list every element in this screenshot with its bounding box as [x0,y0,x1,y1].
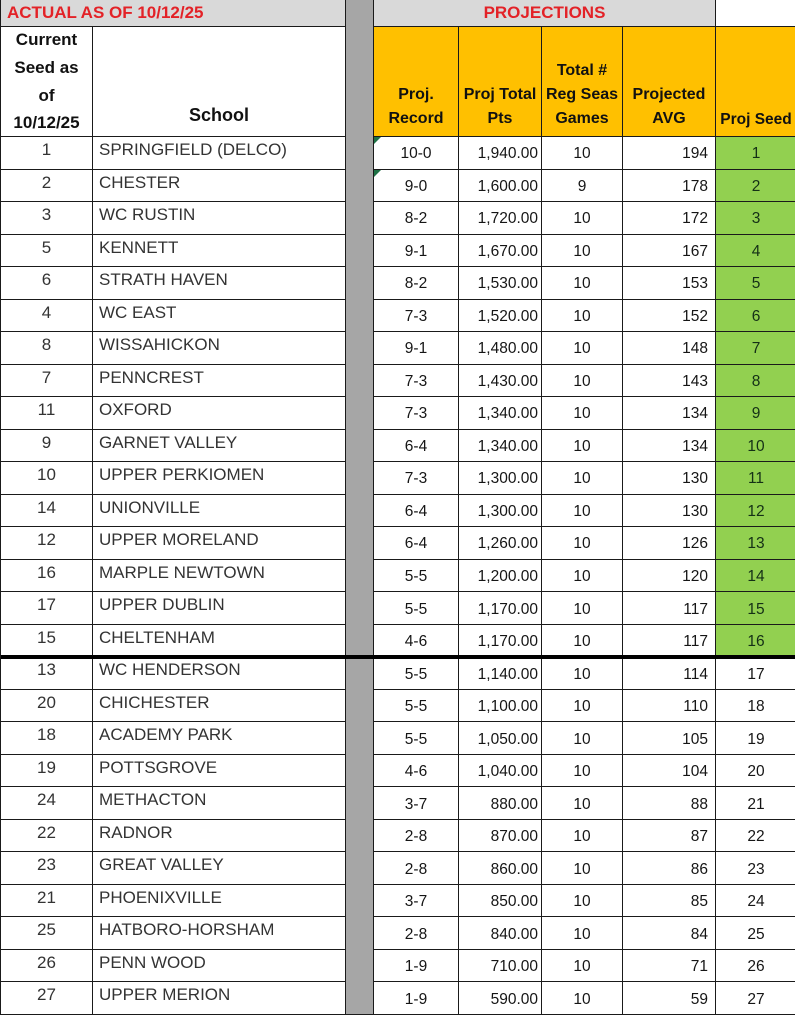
cell-school[interactable]: UPPER MERION [93,982,346,1015]
cell-total-games[interactable]: 10 [542,592,623,625]
cell-current-seed[interactable]: 18 [1,722,93,755]
cell-current-seed[interactable]: 16 [1,560,93,593]
cell-proj-total-pts[interactable]: 1,170.00 [459,592,542,625]
cell-projected-avg[interactable]: 130 [623,495,716,528]
cell-total-games[interactable]: 10 [542,625,623,658]
cell-current-seed[interactable]: 1 [1,137,93,170]
cell-proj-seed[interactable]: 18 [716,690,795,723]
cell-total-games[interactable]: 10 [542,560,623,593]
cell-school[interactable]: CHELTENHAM [93,625,346,658]
cell-school[interactable]: CHESTER [93,170,346,203]
cell-total-games[interactable]: 10 [542,852,623,885]
cell-school[interactable]: UPPER DUBLIN [93,592,346,625]
cell-proj-record[interactable] [374,722,459,755]
cell-school[interactable]: WC RUSTIN [93,202,346,235]
banner-corner-cell[interactable] [716,0,795,27]
cell-projected-avg[interactable]: 120 [623,560,716,593]
cell-proj-seed[interactable]: 21 [716,787,795,820]
header-line: of [38,85,55,105]
proj-record-value: 9-0 [404,177,428,195]
cell-total-games[interactable]: 10 [542,787,623,820]
cell-proj-record[interactable] [374,495,459,528]
cell-proj-record[interactable] [374,950,459,983]
cell-proj-seed[interactable]: 24 [716,885,795,918]
cell-total-games[interactable]: 10 [542,690,623,723]
proj-record-value: 10-0 [400,145,432,163]
cell-proj-total-pts[interactable]: 1,170.00 [459,625,542,658]
cell-projected-avg[interactable]: 134 [623,430,716,463]
cell-proj-seed[interactable]: 7 [716,332,795,365]
cell-proj-seed[interactable]: 1 [716,137,795,170]
cell-proj-record[interactable] [374,885,459,918]
cell-projected-avg[interactable]: 85 [623,885,716,918]
cell-proj-record[interactable] [374,137,459,170]
cell-total-games[interactable]: 9 [542,170,623,203]
cell-school[interactable]: METHACTON [93,787,346,820]
cell-current-seed[interactable]: 5 [1,235,93,268]
proj-record-value: 5-5 [404,698,428,716]
cell-current-seed[interactable]: 11 [1,397,93,430]
cell-current-seed[interactable]: 22 [1,820,93,853]
cell-proj-record[interactable] [374,755,459,788]
proj-record-value: 6-4 [404,502,428,520]
cell-school[interactable]: SPRINGFIELD (DELCO) [93,137,346,170]
cell-proj-record[interactable] [374,332,459,365]
proj-record-value: 2-8 [404,828,428,846]
cell-total-games[interactable]: 10 [542,657,623,690]
cell-proj-total-pts[interactable]: 1,480.00 [459,332,542,365]
cell-projected-avg[interactable]: 130 [623,462,716,495]
cell-proj-seed[interactable]: 6 [716,300,795,333]
cell-current-seed[interactable]: 26 [1,950,93,983]
cell-projected-avg[interactable]: 110 [623,690,716,723]
cell-proj-seed[interactable]: 11 [716,462,795,495]
cell-total-games[interactable]: 10 [542,495,623,528]
cell-proj-total-pts[interactable]: 840.00 [459,917,542,950]
cell-current-seed[interactable]: 23 [1,852,93,885]
cell-current-seed[interactable]: 15 [1,625,93,658]
cell-proj-total-pts[interactable]: 870.00 [459,820,542,853]
cell-school[interactable]: PENN WOOD [93,950,346,983]
cell-current-seed[interactable]: 10 [1,462,93,495]
proj-record-value: 6-4 [404,437,428,455]
cell-school[interactable]: POTTSGROVE [93,755,346,788]
cell-proj-total-pts[interactable]: 1,050.00 [459,722,542,755]
header-line: Proj. [398,86,434,103]
cell-proj-record[interactable] [374,560,459,593]
cell-projected-avg[interactable]: 194 [623,137,716,170]
cell-projected-avg[interactable]: 143 [623,365,716,398]
proj-record-value: 7-3 [404,405,428,423]
cell-projected-avg[interactable]: 134 [623,397,716,430]
cell-school[interactable]: WC HENDERSON [93,657,346,690]
header-line: Proj Seed [720,110,792,128]
proj-record-value: 5-5 [404,730,428,748]
cell-total-games[interactable]: 10 [542,820,623,853]
cell-projected-avg[interactable]: 172 [623,202,716,235]
cell-proj-record[interactable] [374,397,459,430]
proj-record-value: 5-5 [404,665,428,683]
cell-proj-seed[interactable]: 16 [716,625,795,658]
header-proj-record[interactable] [374,27,459,137]
cell-school[interactable]: UPPER MORELAND [93,527,346,560]
cell-current-seed[interactable]: 9 [1,430,93,463]
cell-proj-total-pts[interactable]: 860.00 [459,852,542,885]
header-projected-avg[interactable] [623,27,716,137]
cell-projected-avg[interactable]: 148 [623,332,716,365]
cell-current-seed[interactable]: 2 [1,170,93,203]
cell-total-games[interactable]: 10 [542,917,623,950]
projections-banner[interactable]: PROJECTIONS [374,0,716,27]
cell-proj-total-pts[interactable]: 1,340.00 [459,430,542,463]
cell-school[interactable]: PHOENIXVILLE [93,885,346,918]
cell-proj-seed[interactable]: 13 [716,527,795,560]
cell-projected-avg[interactable]: 114 [623,657,716,690]
cell-proj-total-pts[interactable]: 1,670.00 [459,235,542,268]
cell-proj-record[interactable] [374,657,459,690]
cell-school[interactable]: STRATH HAVEN [93,267,346,300]
cell-total-games[interactable]: 10 [542,365,623,398]
proj-record-value: 4-6 [404,633,428,651]
cell-proj-seed[interactable]: 3 [716,202,795,235]
cell-current-seed[interactable]: 3 [1,202,93,235]
cell-proj-total-pts[interactable]: 1,530.00 [459,267,542,300]
cell-proj-seed[interactable]: 27 [716,982,795,1015]
cell-proj-record[interactable] [374,462,459,495]
cell-proj-seed[interactable]: 17 [716,657,795,690]
cell-proj-seed[interactable]: 23 [716,852,795,885]
cell-proj-record[interactable] [374,592,459,625]
cell-total-games[interactable]: 10 [542,722,623,755]
proj-record-value: 5-5 [404,600,428,618]
cell-current-seed[interactable]: 13 [1,657,93,690]
cell-total-games[interactable]: 10 [542,885,623,918]
cell-total-games[interactable]: 10 [542,332,623,365]
cell-projected-avg[interactable]: 87 [623,820,716,853]
cell-proj-record[interactable] [374,170,459,203]
note-triangle-icon [374,137,381,144]
actual-banner[interactable]: ACTUAL AS OF 10/12/25 [1,0,346,27]
note-triangle-icon [374,170,381,177]
cell-current-seed[interactable]: 12 [1,527,93,560]
header-proj-total-pts[interactable] [459,27,542,137]
cell-school[interactable]: HATBORO-HORSHAM [93,917,346,950]
cell-proj-total-pts[interactable]: 1,040.00 [459,755,542,788]
cell-projected-avg[interactable]: 178 [623,170,716,203]
cell-proj-record[interactable] [374,917,459,950]
proj-record-value: 7-3 [404,307,428,325]
proj-record-value: 5-5 [404,567,428,585]
cell-proj-record[interactable] [374,527,459,560]
header-school[interactable] [93,27,346,137]
cell-current-seed[interactable]: 21 [1,885,93,918]
cell-projected-avg[interactable]: 59 [623,982,716,1015]
header-line: 10/12/25 [13,113,80,133]
cell-proj-record[interactable] [374,787,459,820]
header-line: Games [555,110,609,127]
cell-proj-seed[interactable]: 26 [716,950,795,983]
proj-record-value: 3-7 [404,795,428,813]
cell-proj-total-pts[interactable]: 1,940.00 [459,137,542,170]
cell-proj-total-pts[interactable]: 1,720.00 [459,202,542,235]
cell-total-games[interactable]: 10 [542,462,623,495]
cell-proj-total-pts[interactable]: 1,100.00 [459,690,542,723]
cell-proj-total-pts[interactable]: 590.00 [459,982,542,1015]
cell-school[interactable]: KENNETT [93,235,346,268]
cell-proj-total-pts[interactable]: 1,600.00 [459,170,542,203]
cell-current-seed[interactable]: 7 [1,365,93,398]
cell-proj-record[interactable] [374,430,459,463]
cell-proj-seed[interactable]: 2 [716,170,795,203]
cell-proj-total-pts[interactable]: 880.00 [459,787,542,820]
cell-proj-seed[interactable]: 12 [716,495,795,528]
cell-proj-seed[interactable]: 9 [716,397,795,430]
cell-proj-seed[interactable]: 20 [716,755,795,788]
cell-proj-record[interactable] [374,267,459,300]
cell-current-seed[interactable]: 17 [1,592,93,625]
proj-record-value: 3-7 [404,893,428,911]
header-line: Record [388,110,444,127]
cell-current-seed[interactable]: 8 [1,332,93,365]
cell-projected-avg[interactable]: 167 [623,235,716,268]
proj-record-value: 8-2 [404,210,428,228]
cell-total-games[interactable]: 10 [542,267,623,300]
header-proj-seed[interactable] [716,27,795,137]
proj-record-value: 6-4 [404,535,428,553]
proj-record-value: 7-3 [404,470,428,488]
cell-proj-record[interactable] [374,982,459,1015]
cell-projected-avg[interactable]: 84 [623,917,716,950]
cell-school[interactable]: CHICHESTER [93,690,346,723]
cell-proj-seed[interactable]: 19 [716,722,795,755]
cell-proj-total-pts[interactable]: 850.00 [459,885,542,918]
cell-current-seed[interactable]: 19 [1,755,93,788]
cell-proj-total-pts[interactable]: 710.00 [459,950,542,983]
cell-proj-record[interactable] [374,365,459,398]
cell-proj-total-pts[interactable]: 1,300.00 [459,462,542,495]
cell-proj-total-pts[interactable]: 1,520.00 [459,300,542,333]
cell-total-games[interactable]: 10 [542,300,623,333]
cell-proj-total-pts[interactable]: 1,340.00 [459,397,542,430]
header-line: Proj Total [463,86,537,103]
cell-proj-seed[interactable]: 15 [716,592,795,625]
cell-proj-total-pts[interactable]: 1,260.00 [459,527,542,560]
cell-projected-avg[interactable]: 104 [623,755,716,788]
header-total-games[interactable] [542,27,623,137]
cell-proj-record[interactable] [374,300,459,333]
cell-school[interactable]: MARPLE NEWTOWN [93,560,346,593]
cell-projected-avg[interactable]: 117 [623,592,716,625]
cell-current-seed[interactable]: 4 [1,300,93,333]
cell-school[interactable]: UPPER PERKIOMEN [93,462,346,495]
cell-proj-total-pts[interactable]: 1,430.00 [459,365,542,398]
proj-record-value: 9-1 [404,340,428,358]
cell-proj-total-pts[interactable]: 1,300.00 [459,495,542,528]
proj-record-value: 7-3 [404,372,428,390]
cell-total-games[interactable]: 10 [542,202,623,235]
cell-school[interactable]: GARNET VALLEY [93,430,346,463]
cell-proj-seed[interactable]: 8 [716,365,795,398]
cell-proj-record[interactable] [374,690,459,723]
cell-projected-avg[interactable]: 86 [623,852,716,885]
cell-school[interactable]: WC EAST [93,300,346,333]
cell-projected-avg[interactable]: 71 [623,950,716,983]
header-line: Reg Seas [545,86,619,103]
proj-record-value: 2-8 [404,925,428,943]
cell-school[interactable]: OXFORD [93,397,346,430]
header-line: Current [15,30,78,50]
cell-school[interactable]: PENNCREST [93,365,346,398]
cell-proj-seed[interactable]: 14 [716,560,795,593]
header-line: Total # [556,62,608,79]
header-line: Seed as [14,57,79,77]
cell-projected-avg[interactable]: 105 [623,722,716,755]
cell-total-games[interactable]: 10 [542,235,623,268]
header-line: Projected [632,86,706,103]
cell-current-seed[interactable]: 20 [1,690,93,723]
cell-current-seed[interactable]: 6 [1,267,93,300]
cell-total-games[interactable]: 10 [542,430,623,463]
cell-proj-record[interactable] [374,852,459,885]
proj-record-value: 4-6 [404,763,428,781]
header-line: School [188,105,249,125]
cell-proj-record[interactable] [374,625,459,658]
cell-current-seed[interactable]: 25 [1,917,93,950]
cell-school[interactable]: UNIONVILLE [93,495,346,528]
cell-proj-seed[interactable]: 4 [716,235,795,268]
cell-projected-avg[interactable]: 88 [623,787,716,820]
header-line: AVG [652,110,686,127]
cell-school[interactable]: ACADEMY PARK [93,722,346,755]
cell-total-games[interactable]: 10 [542,397,623,430]
cell-projected-avg[interactable]: 153 [623,267,716,300]
cell-proj-seed[interactable]: 5 [716,267,795,300]
cell-current-seed[interactable]: 27 [1,982,93,1015]
cell-current-seed[interactable]: 24 [1,787,93,820]
cell-proj-record[interactable] [374,820,459,853]
cell-proj-seed[interactable]: 25 [716,917,795,950]
proj-record-value: 9-1 [404,242,428,260]
cell-total-games[interactable]: 10 [542,527,623,560]
cell-proj-total-pts[interactable]: 1,200.00 [459,560,542,593]
cell-total-games[interactable]: 10 [542,137,623,170]
header-current-seed[interactable] [1,27,93,137]
cell-proj-record[interactable] [374,202,459,235]
cell-total-games[interactable]: 10 [542,950,623,983]
cell-projected-avg[interactable]: 117 [623,625,716,658]
cell-school[interactable]: RADNOR [93,820,346,853]
proj-record-value: 1-9 [404,990,428,1008]
playoff-cutoff-line [1,655,795,659]
cell-proj-seed[interactable]: 10 [716,430,795,463]
cell-projected-avg[interactable]: 126 [623,527,716,560]
cell-total-games[interactable]: 10 [542,755,623,788]
proj-record-value: 2-8 [404,860,428,878]
cell-total-games[interactable]: 10 [542,982,623,1015]
header-line: Pts [487,110,513,127]
separator-column [346,0,374,1015]
cell-school[interactable]: GREAT VALLEY [93,852,346,885]
cell-proj-seed[interactable]: 22 [716,820,795,853]
cell-current-seed[interactable]: 14 [1,495,93,528]
proj-record-value: 8-2 [404,275,428,293]
proj-record-value: 1-9 [404,958,428,976]
cell-proj-record[interactable] [374,235,459,268]
cell-projected-avg[interactable]: 152 [623,300,716,333]
cell-proj-total-pts[interactable]: 1,140.00 [459,657,542,690]
cell-school[interactable]: WISSAHICKON [93,332,346,365]
